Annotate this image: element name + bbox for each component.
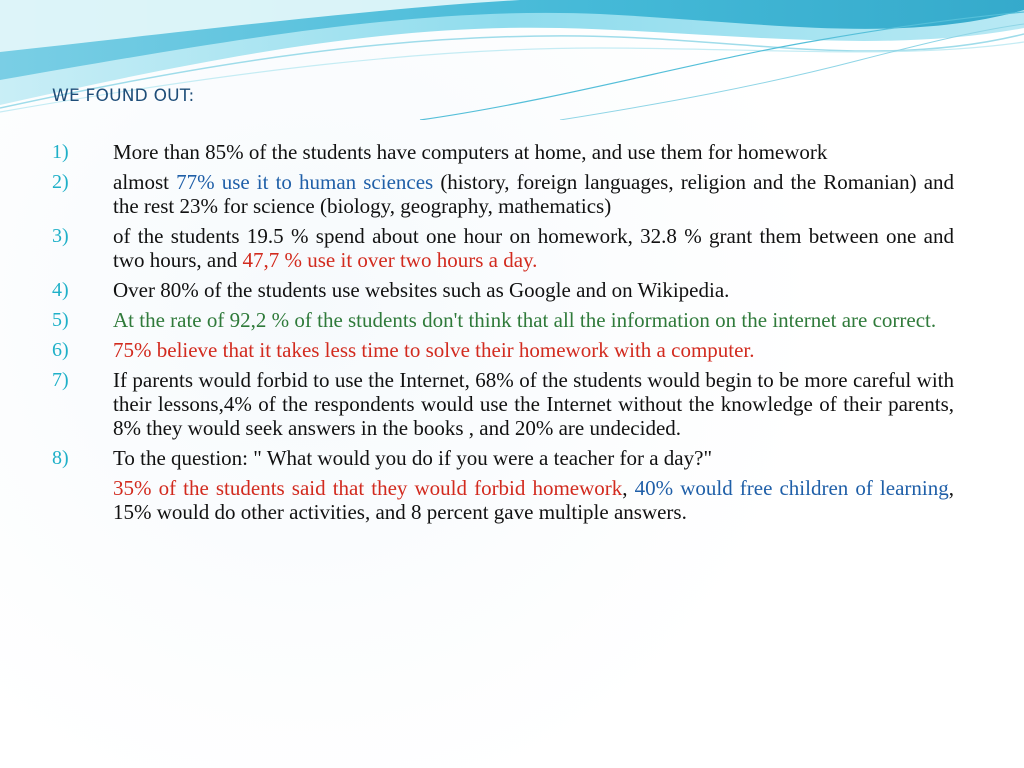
text-segment: 75% believe that it takes less time to solve their homework with a computer. — [113, 338, 755, 362]
text-segment: Over 80% of the students use websites such as Google and on Wikipedia. — [113, 278, 730, 302]
text-segment: If parents would forbid to use the Internet, 68% of the students would begin to be more careful with their lessons,4% of the respondents would use the Internet without the knowledge of their parents, 8% they would seek answers in the books , and 20% are undecided. — [113, 368, 954, 440]
finding-item-6 — [52, 338, 954, 362]
finding-item-1 — [52, 140, 954, 164]
item-text — [113, 368, 954, 440]
item-text — [113, 308, 954, 332]
finding-item-5 — [52, 308, 954, 332]
text-segment: 77% use it to human sciences — [176, 170, 434, 194]
text-segment: , — [622, 476, 635, 500]
item-text — [113, 338, 954, 362]
text-segment: , 15% would do other activities, and 8 percent gave multiple answers. — [113, 476, 954, 524]
findings-list — [52, 140, 954, 524]
finding-item-7 — [52, 368, 954, 440]
item-text — [113, 446, 954, 470]
item-text — [113, 170, 954, 218]
item-number: 7) — [52, 369, 69, 391]
text-segment: 47,7 % use it over two hours a day. — [242, 248, 538, 272]
text-segment: 40% would free children of learning — [634, 476, 949, 500]
item-number: 2) — [52, 171, 69, 193]
finding-item-8 — [52, 446, 954, 470]
teacher-question-answer — [52, 476, 954, 524]
text-segment: (history, foreign languages, religion and the Romanian) and the rest 23% for science (biology, geography, mathematics) — [113, 170, 955, 218]
item-number: 8) — [52, 447, 69, 469]
text-segment: More than 85% of the students have computers at home, and use them for homework — [113, 140, 828, 164]
text-segment: At the rate of 92,2 % of the students don't think that all the information on the internet are correct. — [113, 308, 937, 332]
finding-item-2 — [52, 170, 954, 218]
item-number: 3) — [52, 225, 69, 247]
item-number: 4) — [52, 279, 69, 301]
item-number: 1) — [52, 141, 69, 163]
answer-text — [113, 476, 954, 524]
slide-title: WE FOUND OUT: — [52, 86, 195, 106]
finding-item-4 — [52, 278, 954, 302]
item-text — [113, 140, 954, 164]
text-segment: To the question: " What would you do if you were a teacher for a day?" — [113, 446, 713, 470]
text-segment: almost — [113, 170, 177, 194]
item-text — [113, 224, 954, 272]
finding-item-3 — [52, 224, 954, 272]
text-segment: 35% of the students said that they would forbid homework — [113, 476, 623, 500]
item-number: 6) — [52, 339, 69, 361]
item-number: 5) — [52, 309, 69, 331]
text-segment: of the students 19.5 % spend about one hour on homework, 32.8 % grant them between one and two hours, and — [113, 224, 954, 272]
item-text — [113, 278, 954, 302]
